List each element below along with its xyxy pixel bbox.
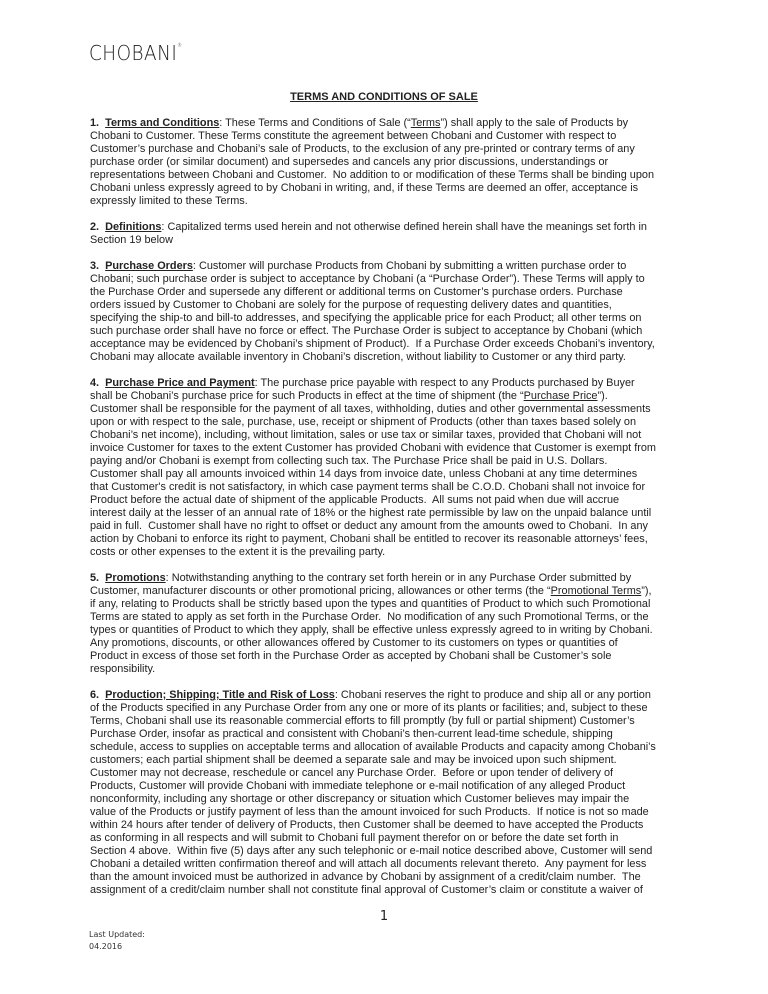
text-line <box>90 286 700 299</box>
text-segment: schedule, access to supplies on acceptable terms and allocation of available Products and capacity among Chobani’s <box>90 741 656 753</box>
section-heading: Purchase Price and Payment <box>105 377 255 389</box>
page-number: 1 <box>379 909 389 924</box>
section-paragraph <box>90 260 700 364</box>
text-line <box>90 858 700 871</box>
text-line <box>90 494 700 507</box>
text-line <box>90 702 700 715</box>
text-segment: Terms, Chobani shall use its reasonable commercial efforts to fill promptly (by full or partial shipment) Customer’s <box>90 715 635 727</box>
text-line <box>90 507 700 520</box>
last-updated-value: 04.2016 <box>89 942 123 951</box>
section-paragraph <box>90 117 700 208</box>
text-line <box>90 403 700 416</box>
text-segment: assignment of a credit/claim number shall not constitute final approval of Customer’s claim or constitute a waiver of <box>90 884 643 896</box>
text-segment: Customer’s purchase and Chobani’s sale of Products, to the exclusion of any pre-printed or contrary terms of any <box>90 143 635 155</box>
text-segment: ”), <box>641 585 652 597</box>
section-number: 2. <box>90 221 106 233</box>
text-segment: Customer shall be responsible for the payment of all taxes, withholding, duties and other governmental assessments <box>90 403 651 415</box>
text-line <box>90 156 700 169</box>
text-line <box>90 273 700 286</box>
text-segment: action by Chobani to enforce its right to payment, Chobani shall be entitled to recover its reasonable attorneys’ fees, <box>90 533 648 545</box>
section-paragraph <box>90 377 700 559</box>
text-segment: of the Products specified in any Purchase Order from any one or more of its plants or facilities; and, subject to these <box>90 702 648 714</box>
text-segment: value of the Products or justify payment of less than the amount invoiced for such Products. If notice is not so made <box>90 806 649 818</box>
text-segment: purchase order (or similar document) and supersedes and cancels any prior discussions, understandings or <box>90 156 609 168</box>
section-number: 6. <box>90 689 106 701</box>
section-heading: Production; Shipping; Title and Risk of Loss <box>105 689 335 701</box>
text-segment: : These Terms and Conditions of Sale (“ <box>219 117 411 129</box>
text-line <box>90 377 700 390</box>
text-segment: nonconformity, including any shortage or other discrepancy or situation which Customer believes may impair the <box>90 793 630 805</box>
text-segment: specifying the ship-to and bill-to addresses, and specifying the applicable price for each Product; all other terms on <box>90 312 642 324</box>
text-segment: shall be Chobani’s purchase price for such Products in effect at the time of shipment (the “ <box>90 390 524 402</box>
section-paragraph <box>90 689 700 897</box>
document-title: TERMS AND CONDITIONS OF SALE <box>290 91 478 103</box>
text-segment: Customer shall pay all amounts invoiced within 14 days from invoice date, unless Chobani at any time determines <box>90 468 638 480</box>
section-number: 1. <box>90 117 106 129</box>
text-line <box>90 468 700 481</box>
text-line <box>90 481 700 494</box>
text-line <box>90 624 700 637</box>
registered-mark: ® <box>177 43 183 49</box>
text-segment: interest daily at the lesser of an annual rate of 18% or the highest rate permissible by law on the unpaid balance until <box>90 507 652 519</box>
section-heading: Purchase Orders <box>105 260 193 272</box>
text-segment: Customer, manufacturer discounts or other promotional pricing, allowances or other terms (the “ <box>90 585 551 597</box>
text-segment: Chobani a detailed written confirmation thereof and will attach all documents relevant thereto. Any payment for less <box>90 858 647 870</box>
text-segment: types or quantities of Product to which they apply, shall be effective unless expressly agreed to in writing by Chobani. <box>90 624 653 636</box>
text-line <box>90 793 700 806</box>
text-line <box>90 845 700 858</box>
text-segment: : Capitalized terms used herein and not otherwise defined herein shall have the meanings set forth in <box>161 221 647 233</box>
text-segment: upon or with respect to the sale, purchase, use, receipt or shipment of Products (other than taxes based solely on <box>90 416 637 428</box>
text-segment: that Customer's credit is not satisfactory, in which case payment terms shall be C.O.D. Chobani shall not invoice for <box>90 481 646 493</box>
text-segment: the Purchase Order and supersede any different or additional terms on Customer’s purchase orders. Purchase <box>90 286 623 298</box>
last-updated <box>89 929 145 953</box>
text-segment: ”) shall apply to the sale of Products by <box>440 117 629 129</box>
text-segment: such purchase order shall have no force or effect. The Purchase Order is subject to acceptance by Chobani (which <box>90 325 643 337</box>
text-line <box>90 390 700 403</box>
section-number: 5. <box>90 572 106 584</box>
logo-text: CHOBANI <box>89 41 178 65</box>
text-segment: Customer may not decrease, reschedule or cancel any Purchase Order. Before or upon tender of delivery of <box>90 767 614 779</box>
text-line <box>90 689 700 702</box>
text-segment: invoice Customer for taxes to the extent Customer has provided Chobani with evidence that Customer is exempt from <box>90 442 656 454</box>
text-segment: representations between Chobani and Customer. No addition to or modification of these Terms shall be binding upon <box>90 169 655 181</box>
text-segment: : Notwithstanding anything to the contrary set forth herein or in any Purchase Order submitted by <box>165 572 632 584</box>
text-segment: costs or other expenses to the extent it is the prevailing party. <box>90 546 386 558</box>
text-line <box>90 429 700 442</box>
text-line <box>90 520 700 533</box>
text-line <box>90 806 700 819</box>
text-line <box>90 312 700 325</box>
text-segment: : The purchase price payable with respect to any Products purchased by Buyer <box>254 377 635 389</box>
document-body <box>90 117 700 910</box>
text-segment: paid in full. Customer shall have no right to offset or deduct any amount from the amounts owed to Chobani. In any <box>90 520 648 532</box>
chobani-logo <box>89 41 182 65</box>
text-segment: Chobani to Customer. These Terms constitute the agreement between Chobani and Customer with respect to <box>90 130 617 142</box>
text-segment: Products, Customer will provide Chobani with immediate telephone or e-mail notification of any alleged Product <box>90 780 626 792</box>
text-line <box>90 533 700 546</box>
text-line <box>90 663 700 676</box>
text-line <box>90 832 700 845</box>
section-heading: Definitions <box>105 221 162 233</box>
text-segment: Chobani’s net income), including, without limitation, sales or use tax or similar taxes, provided that Chobani will not <box>90 429 642 441</box>
text-line <box>90 117 700 130</box>
text-segment: : Customer will purchase Products from Chobani by submitting a written purchase order to <box>192 260 627 272</box>
text-segment: Any promotions, discounts, or other allowances offered by Customer to its customers on types or quantities of <box>90 637 618 649</box>
text-line <box>90 871 700 884</box>
text-segment: Product in excess of those set forth in the Purchase Order as accepted by Chobani shall be Customer’s sole <box>90 650 612 662</box>
text-segment: Chobani may allocate available inventory in Chobani’s discretion, without liability to Customer or any third party. <box>90 351 626 363</box>
text-line <box>90 780 700 793</box>
text-line <box>90 455 700 468</box>
text-line <box>90 884 700 897</box>
text-segment: : Chobani reserves the right to produce and ship all or any portion <box>334 689 651 701</box>
text-line <box>90 338 700 351</box>
text-segment: than the amount invoiced must be authorized in advance by Chobani by assignment of a credit/claim number. The <box>90 871 641 883</box>
text-segment: Section 4 above. Within five (5) days after any such telephonic or e-mail notice described above, Customer will send <box>90 845 653 857</box>
text-segment: Product before the actual date of shipment of the applicable Products. All sums not paid when due will accrue <box>90 494 620 506</box>
last-updated-label: Last Updated: <box>89 930 145 939</box>
text-line <box>90 637 700 650</box>
text-segment: responsibility. <box>90 663 156 675</box>
defined-term: Promotional Terms <box>550 585 642 597</box>
text-segment: ”). <box>597 390 608 402</box>
section-paragraph <box>90 221 700 247</box>
text-segment: acceptance may be evidenced by Chobani’s shipment of Product). If a Purchase Order exceeds Chobani’s inventory, <box>90 338 655 350</box>
text-line <box>90 260 700 273</box>
defined-term: Terms <box>410 117 441 129</box>
text-segment: Chobani; such purchase order is subject to acceptance by Chobani (a “Purchase Order”). These Terms will apply to <box>90 273 645 285</box>
text-line <box>90 741 700 754</box>
section-heading: Promotions <box>105 572 166 584</box>
text-line <box>90 572 700 585</box>
section-heading: Terms and Conditions <box>105 117 220 129</box>
text-line <box>90 169 700 182</box>
text-line <box>90 182 700 195</box>
section-paragraph <box>90 572 700 676</box>
text-line <box>90 351 700 364</box>
defined-term: Purchase Price <box>523 390 598 402</box>
text-line <box>90 598 700 611</box>
text-line <box>90 416 700 429</box>
text-line <box>90 611 700 624</box>
text-segment: as conforming in all respects and will submit to Chobani full payment therefor on or before the date set forth in <box>90 832 619 844</box>
text-line <box>90 299 700 312</box>
text-segment: Purchase Order, insofar as practical and consistent with Chobani’s then-current lead-time schedule, shipping <box>90 728 613 740</box>
text-segment: orders issued by Customer to Chobani are solely for the purpose of requesting delivery dates and quantities, <box>90 299 612 311</box>
text-segment: customers; each partial shipment shall be deemed a separate sale and may be invoiced upon such shipment. <box>90 754 617 766</box>
text-line <box>90 130 700 143</box>
text-line <box>90 754 700 767</box>
text-line <box>90 442 700 455</box>
text-segment: expressly limited to these Terms. <box>90 195 248 207</box>
text-segment: if any, relating to Products shall be strictly based upon the types and quantities of Product to which such Promotional <box>90 598 651 610</box>
text-line <box>90 715 700 728</box>
text-line <box>90 221 700 234</box>
text-segment: Chobani unless expressly agreed to by Chobani in writing, and, if these Terms are deemed an offer, acceptance is <box>90 182 639 194</box>
text-line <box>90 546 700 559</box>
text-line <box>90 195 700 208</box>
text-line <box>90 650 700 663</box>
text-segment: within 24 hours after tender of delivery of Products, then Customer shall be deemed to have accepted the Products <box>90 819 644 831</box>
text-line <box>90 234 700 247</box>
text-line <box>90 819 700 832</box>
text-segment: Terms are stated to apply as set forth in the Purchase Order. No modification of any such Promotional Terms, or the <box>90 611 649 623</box>
text-line <box>90 143 700 156</box>
text-line <box>90 728 700 741</box>
text-line <box>90 585 700 598</box>
text-line <box>90 325 700 338</box>
text-segment: Section 19 below <box>90 234 173 246</box>
text-line <box>90 767 700 780</box>
section-number: 3. <box>90 260 106 272</box>
text-segment: paying and/or Chobani is exempt from collecting such tax. The Purchase Price shall be paid in U.S. Dollars. <box>90 455 608 467</box>
section-number: 4. <box>90 377 106 389</box>
